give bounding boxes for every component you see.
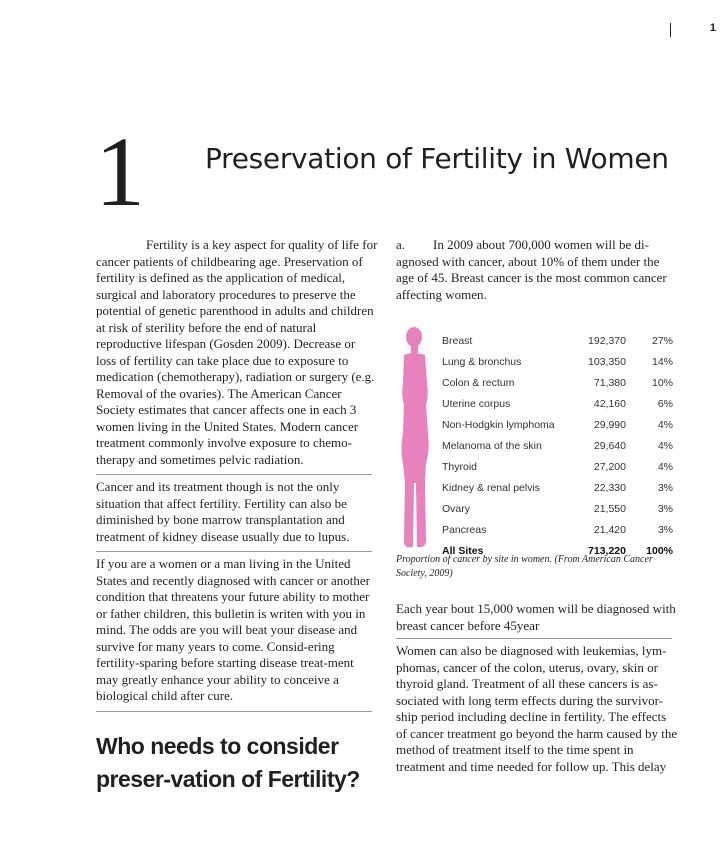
site-name: Ovary bbox=[442, 503, 471, 515]
table-row bbox=[440, 415, 676, 436]
case-percent: 10% bbox=[651, 377, 673, 389]
intro-text: In 2009 about 700,000 women will be di-agnosed with cancer, about 10% of them under the age of 45. Breast cancer is the most common cancer affecting women. bbox=[396, 237, 667, 302]
paragraph: Each year bout 15,000 women will be diagnosed with breast cancer before 45year bbox=[396, 601, 676, 633]
table-total-row bbox=[440, 541, 676, 562]
header-rule bbox=[670, 23, 671, 37]
page-header bbox=[656, 22, 716, 40]
cancer-site-table bbox=[440, 331, 676, 562]
paragraph-divider bbox=[96, 711, 372, 712]
site-name: Thyroid bbox=[442, 461, 478, 473]
case-percent: 27% bbox=[651, 335, 673, 347]
page-number: 1 bbox=[709, 22, 716, 34]
paragraph-divider bbox=[96, 474, 372, 475]
case-count: 103,350 bbox=[588, 356, 626, 368]
case-percent: 4% bbox=[657, 440, 673, 452]
section-heading: Who needs to consider preser-vation of Fertility? bbox=[96, 732, 360, 792]
case-count: 42,160 bbox=[593, 398, 626, 410]
table-row bbox=[440, 520, 676, 541]
right-column bbox=[396, 237, 678, 775]
table-row bbox=[440, 373, 676, 394]
case-count: 71,380 bbox=[593, 377, 626, 389]
table-row bbox=[440, 394, 676, 415]
case-percent: 3% bbox=[657, 482, 673, 494]
case-count: 29,990 bbox=[593, 419, 626, 431]
site-name: Non-Hodgkin lymphoma bbox=[442, 419, 555, 431]
table-row bbox=[440, 436, 676, 457]
case-count: 713,220 bbox=[588, 545, 626, 557]
site-name: Kidney & renal pelvis bbox=[442, 482, 541, 494]
case-percent: 100% bbox=[646, 545, 673, 557]
paragraph: Fertility is a key aspect for quality of life for cancer patients of childbearing age. Preservation of fertility is defined as the application of medical, surgical and laboratory procedures to preserve the potential of genetic parenthood in adults and children at risk of sterility before the end of natural reproductive lifespan (Gosden 2009). Decrease or loss of fertility can take place due to exposure to medication (chemotherapy), radiation or surgery (e.g. Removal of the ovaries). The American Cancer Society estimates that cancer affects one in each 3 women living in the United States. Modern cancer treatment commonly involve exposure to chemo-therapy and sometimes pelvic radiation. bbox=[96, 237, 378, 467]
figure-caption: Proportion of cancer by site in women. (From American Cancer Society, 2009) bbox=[396, 554, 653, 579]
paragraph: Cancer and its treatment though is not the only situation that affect fertility. Fertility can also be diminished by bone marrow transplantation and treatment of kidney disease usually due to lupus. bbox=[96, 479, 350, 544]
list-marker: a. bbox=[396, 237, 406, 252]
case-count: 29,640 bbox=[593, 440, 626, 452]
case-count: 192,370 bbox=[588, 335, 626, 347]
table-row bbox=[440, 352, 676, 373]
case-percent: 4% bbox=[657, 419, 673, 431]
case-percent: 3% bbox=[657, 524, 673, 536]
paragraph: Women can also be diagnosed with leukemias, lym-phomas, cancer of the colon, uterus, ovary, skin or thyroid gland. Treatment of all these cancers is as-sociated with long term effects during the survivor-ship period including decline in fertility. The effects of cancer treatment go beyond the harm caused by the method of treatment itself to the time spent in treatment and time needed for follow up. This delay bbox=[396, 643, 678, 774]
chapter-number: 1 bbox=[95, 116, 145, 227]
chapter-title: Preservation of Fertility in Women bbox=[205, 142, 669, 175]
table-row bbox=[440, 499, 676, 520]
paragraph-divider bbox=[396, 638, 672, 639]
case-percent: 14% bbox=[651, 356, 673, 368]
site-name: Uterine corpus bbox=[442, 398, 511, 410]
case-percent: 4% bbox=[657, 461, 673, 473]
paragraph: If you are a women or a man living in the United States and recently diagnosed with cancer or another condition that threatens your future ability to mother or father children, this bulletin is writen with you in mind. The odds are you will beat your disease and survive for many years to come. Consid-ering fertility-sparing before starting disease treat-ment may greatly enhance your ability to conceive a biological child after cure. bbox=[96, 556, 370, 703]
intro-paragraph bbox=[396, 237, 678, 303]
site-name: Colon & rectum bbox=[442, 377, 515, 389]
table-row bbox=[440, 457, 676, 478]
case-count: 27,200 bbox=[593, 461, 626, 473]
site-name: Pancreas bbox=[442, 524, 487, 536]
female-silhouette-icon bbox=[396, 323, 436, 553]
site-name: All Sites bbox=[442, 545, 484, 557]
case-percent: 3% bbox=[657, 503, 673, 515]
site-name: Melanoma of the skin bbox=[442, 440, 542, 452]
site-name: Breast bbox=[442, 335, 473, 347]
case-count: 21,420 bbox=[593, 524, 626, 536]
left-column bbox=[96, 237, 378, 796]
case-percent: 6% bbox=[657, 398, 673, 410]
paragraph-divider bbox=[96, 551, 372, 552]
case-count: 21,550 bbox=[593, 503, 626, 515]
site-name: Lung & bronchus bbox=[442, 356, 522, 368]
table-row bbox=[440, 478, 676, 499]
case-count: 22,330 bbox=[593, 482, 626, 494]
table-row bbox=[440, 331, 676, 352]
cancer-figure bbox=[396, 323, 678, 557]
